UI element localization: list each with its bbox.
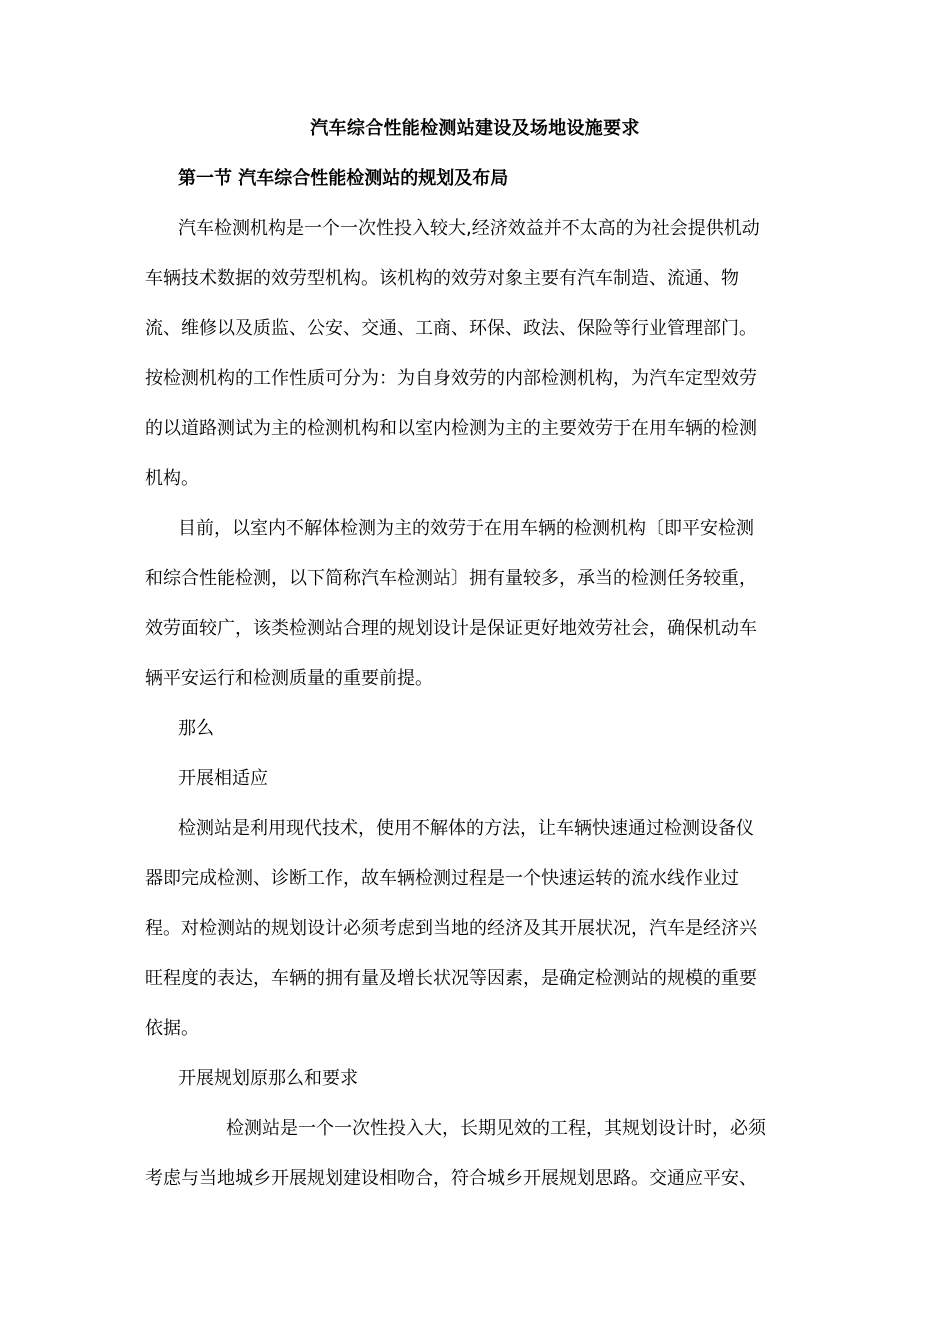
section-heading: 第一节 汽车综合性能检测站的规划及布局	[178, 168, 509, 189]
paragraph-line: 汽车检测机构是一个一次性投入较大,经济效益并不太高的为社会提供机动	[178, 218, 760, 239]
paragraph-line: 器即完成检测、诊断工作，故车辆检测过程是一个快速运转的流水线作业过	[145, 868, 739, 889]
document-title: 汽车综合性能检测站建设及场地设施要求	[310, 118, 640, 139]
paragraph-line: 考虑与当地城乡开展规划建设相吻合，符合城乡开展规划思路。交通应平安、	[145, 1168, 757, 1189]
paragraph-line: 开展规划原那么和要求	[178, 1068, 358, 1089]
paragraph-line: 机构。	[145, 468, 199, 489]
paragraph-line: 依据。	[145, 1018, 199, 1039]
paragraph-line: 检测站是利用现代技术，使用不解体的方法，让车辆快速通过检测设备仪	[178, 818, 754, 839]
paragraph-line: 程。对检测站的规划设计必须考虑到当地的经济及其开展状况，汽车是经济兴	[145, 918, 757, 939]
paragraph-line: 辆平安运行和检测质量的重要前提。	[145, 668, 433, 689]
paragraph-line: 和综合性能检测，以下简称汽车检测站〕拥有量较多，承当的检测任务较重，	[145, 568, 757, 589]
paragraph-line: 流、维修以及质监、公安、交通、工商、环保、政法、保险等行业管理部门。	[145, 318, 757, 339]
paragraph-line: 开展相适应	[178, 768, 268, 789]
paragraph-line: 旺程度的表达，车辆的拥有量及增长状况等因素，是确定检测站的规模的重要	[145, 968, 757, 989]
paragraph-line: 效劳面较广，该类检测站合理的规划设计是保证更好地效劳社会，确保机动车	[145, 618, 757, 639]
paragraph-line: 按检测机构的工作性质可分为：为自身效劳的内部检测机构，为汽车定型效劳	[145, 368, 757, 389]
paragraph-line: 那么	[178, 718, 214, 739]
paragraph-line: 检测站是一个一次性投入大，长期见效的工程，其规划设计时，必须	[226, 1118, 766, 1139]
paragraph-line: 的以道路测试为主的检测机构和以室内检测为主的主要效劳于在用车辆的检测	[145, 418, 757, 439]
paragraph-line: 车辆技术数据的效劳型机构。该机构的效劳对象主要有汽车制造、流通、物	[145, 268, 739, 289]
paragraph-line: 目前，以室内不解体检测为主的效劳于在用车辆的检测机构〔即平安检测	[178, 518, 754, 539]
